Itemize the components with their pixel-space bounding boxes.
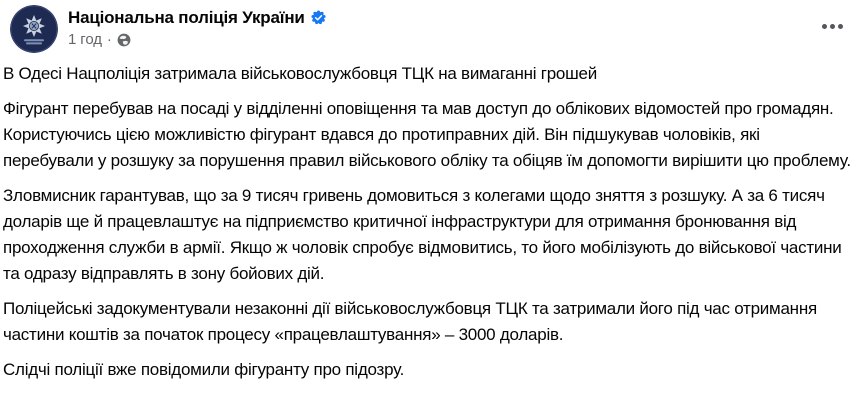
avatar[interactable]: [10, 5, 58, 53]
public-globe-icon: [117, 33, 131, 47]
post-paragraph: Зловмисник гарантував, що за 9 тисяч гривень домовиться з колегами щодо зняття з розшуку. А за 6 тисяч доларів ще й працевлаштує на підприємство критичної інфраструктури для отримання бронювання від проходження служби в армії. Якщо ж чоловік спробує відмовитись, то його мобілізують до військової частини та одразу відправлять в зону бойових дій.: [3, 186, 842, 283]
post-paragraph: Поліцейські задокументували незаконні дії військовослужбовця ТЦК та затримали його під час отримання частини коштів за початок процесу «працевлаштування» – 3000 доларів.: [3, 299, 817, 344]
post-meta: [68, 31, 326, 48]
page-name-link[interactable]: Національна поліція України: [68, 8, 305, 27]
post-paragraph: Слідчі поліції вже повідомили фігуранту про підозру.: [3, 360, 405, 379]
police-badge-icon: [10, 5, 58, 53]
post-paragraph-title: В Одесі Нацполіція затримала військовослужбовця ТЦК на вимаганні грошей: [3, 64, 597, 83]
post-header: [0, 0, 865, 53]
header-text: [68, 5, 326, 48]
timestamp-link[interactable]: 1 год: [68, 31, 102, 48]
more-options-button[interactable]: [818, 18, 847, 35]
post-paragraph: Фігурант перебував на посаді у відділенні оповіщення та мав доступ до облікових відомостей про громадян. Користуючись цією можливістю фігурант вдався до протиправних дій. Він підшукував чоловіків, які перебували у розшуку за порушення правил військового обліку та обіцяв їм допомогти вирішити цю проблему.: [3, 99, 851, 170]
more-options-icon: [822, 24, 827, 29]
post-body: [0, 53, 865, 383]
name-row: [68, 7, 326, 28]
meta-separator: ·: [106, 31, 112, 48]
verified-badge-icon: [311, 10, 326, 25]
